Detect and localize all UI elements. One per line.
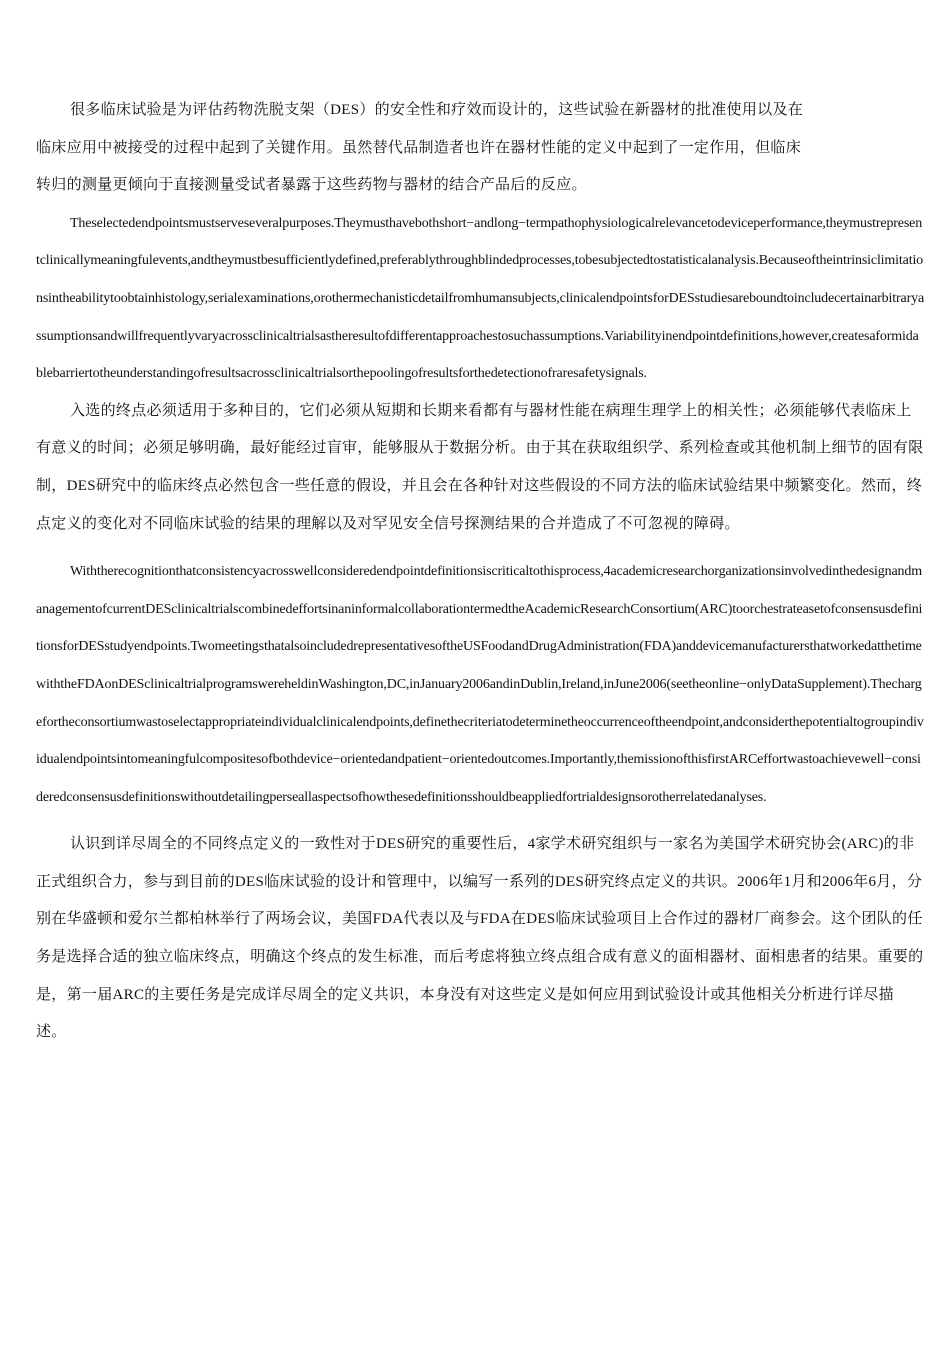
text-line: 转归的测量更倾向于直接测量受试者暴露于这些药物与器材的结合产品后的反应。 [36, 177, 587, 194]
paragraph-arc-zh: 认识到详尽周全的不同终点定义的一致性对于DES研究的重要性后，4家学术研究组织与一家名为美国学术研究协会(ARC)的非正式组织合力，参与到目前的DES临床试验的设计和管理中，以编写一系列的DES研究终点定义的共识。2006年1月和2006年6月，分别在华盛顿和爱尔兰都柏林举行了两场会议，美国FDA代表以及与FDA在DES临床试验项目上合作过的器材厂商参会。这个团队的任务是选择合适的独立临床终点，明确这个终点的发生标准，而后考虑将独立终点组合成有意义的面相器材、面相患者的结果。重要的是，第一届ARC的主要任务是完成详尽周全的定义共识，本身没有对这些定义是如何应用到试验设计或其他相关分析进行详尽描述。 [36, 836, 924, 1041]
text-line: 很多临床试验是为评估药物洗脱支架（DES）的安全性和疗效而设计的，这些试验在新器材的批准使用以及在 [70, 102, 804, 118]
document-page [36, 92, 924, 1052]
paragraph-spacer [36, 543, 924, 553]
paragraph-des-intro-zh [36, 92, 886, 205]
paragraph-arc-en: Withtherecognitionthatconsistencyacrosswellconsideredendpointdefinitionsiscriticaltothisprocess,4academicresearchorganizationsinvolvedinthedesignandmanagementofcurrentDESclinicaltrialscombinedeffortsinaninformalcollaborationtermedtheAcademicResearchConsortium(ARC)toorchestrateasetofconsensusdefinitionsforDESstudyendpoints.TwomeetingsthatalsoincludedrepresentativesoftheUSFoodandDrugAdministration(FDA)anddevicemanufacturersthatworkedatthetimewiththeFDAonDESclinicaltrialprogramswereheldinWashington,DC,inJanuary2006andinDublin,Ireland,inJune2006(seetheonline−onlyDataSupplement).Thechargefortheconsortiumwastoselectappropriateindividualclinicalendpoints,definethecriteriatodeterminetheoccurrenceoftheendpoint,andconsiderthepotentialtogroupindividualendpointsintomeaningfulcompositesofbothdevice−orientedandpatient−orientedoutcomes.Importantly,themissionofthisfirstARCeffortwastoachievewell−consideredconsensusdefinitionswithoutdetailingperseallaspectsofhowthesedefinitionsshouldbeappliedfortrialdesignsorotherrelatedanalyses. [36, 564, 924, 805]
text-line: 临床应用中被接受的过程中起到了关键作用。虽然替代品制造者也许在器材性能的定义中起到了一定作用，但临床 [36, 139, 802, 156]
paragraph-endpoints-en: Theselectedendpointsmustserveseveralpurposes.Theymusthavebothshort−andlong−termpathophysiologicalrelevancetodeviceperformance,theymustrepresentclinicallymeaningfulevents,andtheymustbesufficientlydefined,preferablythroughblindedprocesses,tobesubjectedtostatisticalanalysis.Becauseoftheintrinsiclimitationsintheabilitytoobtainhistology,serialexaminations,orothermechanisticdetailfromhumansubjects,clinicalendpointsforDESstudiesareboundtoincludecertainarbitraryassumptionsandwillfrequentlyvaryacrossclinicaltrialsastheresultofdifferentapproachestosuchassumptions.Variabilityinendpointdefinitions,however,createsaformidablebarriertotheunderstandingofresultsacrossclinicaltrialsorthepoolingofresultsforthedetectionofraresafetysignals. [36, 215, 925, 382]
paragraph-spacer [36, 816, 924, 826]
paragraph-endpoints-zh: 入选的终点必须适用于多种目的，它们必须从短期和长期来看都有与器材性能在病理生理学上的相关性；必须能够代表临床上有意义的时间；必须足够明确，最好能经过盲审，能够服从于数据分析。由于其在获取组织学、系列检查或其他机制上细节的固有限制，DES研究中的临床终点必然包含一些任意的假设，并且会在各种针对这些假设的不同方法的临床试验结果中频繁变化。然而，终点定义的变化对不同临床试验的结果的理解以及对罕见安全信号探测结果的合并造成了不可忽视的障碍。 [36, 402, 924, 532]
